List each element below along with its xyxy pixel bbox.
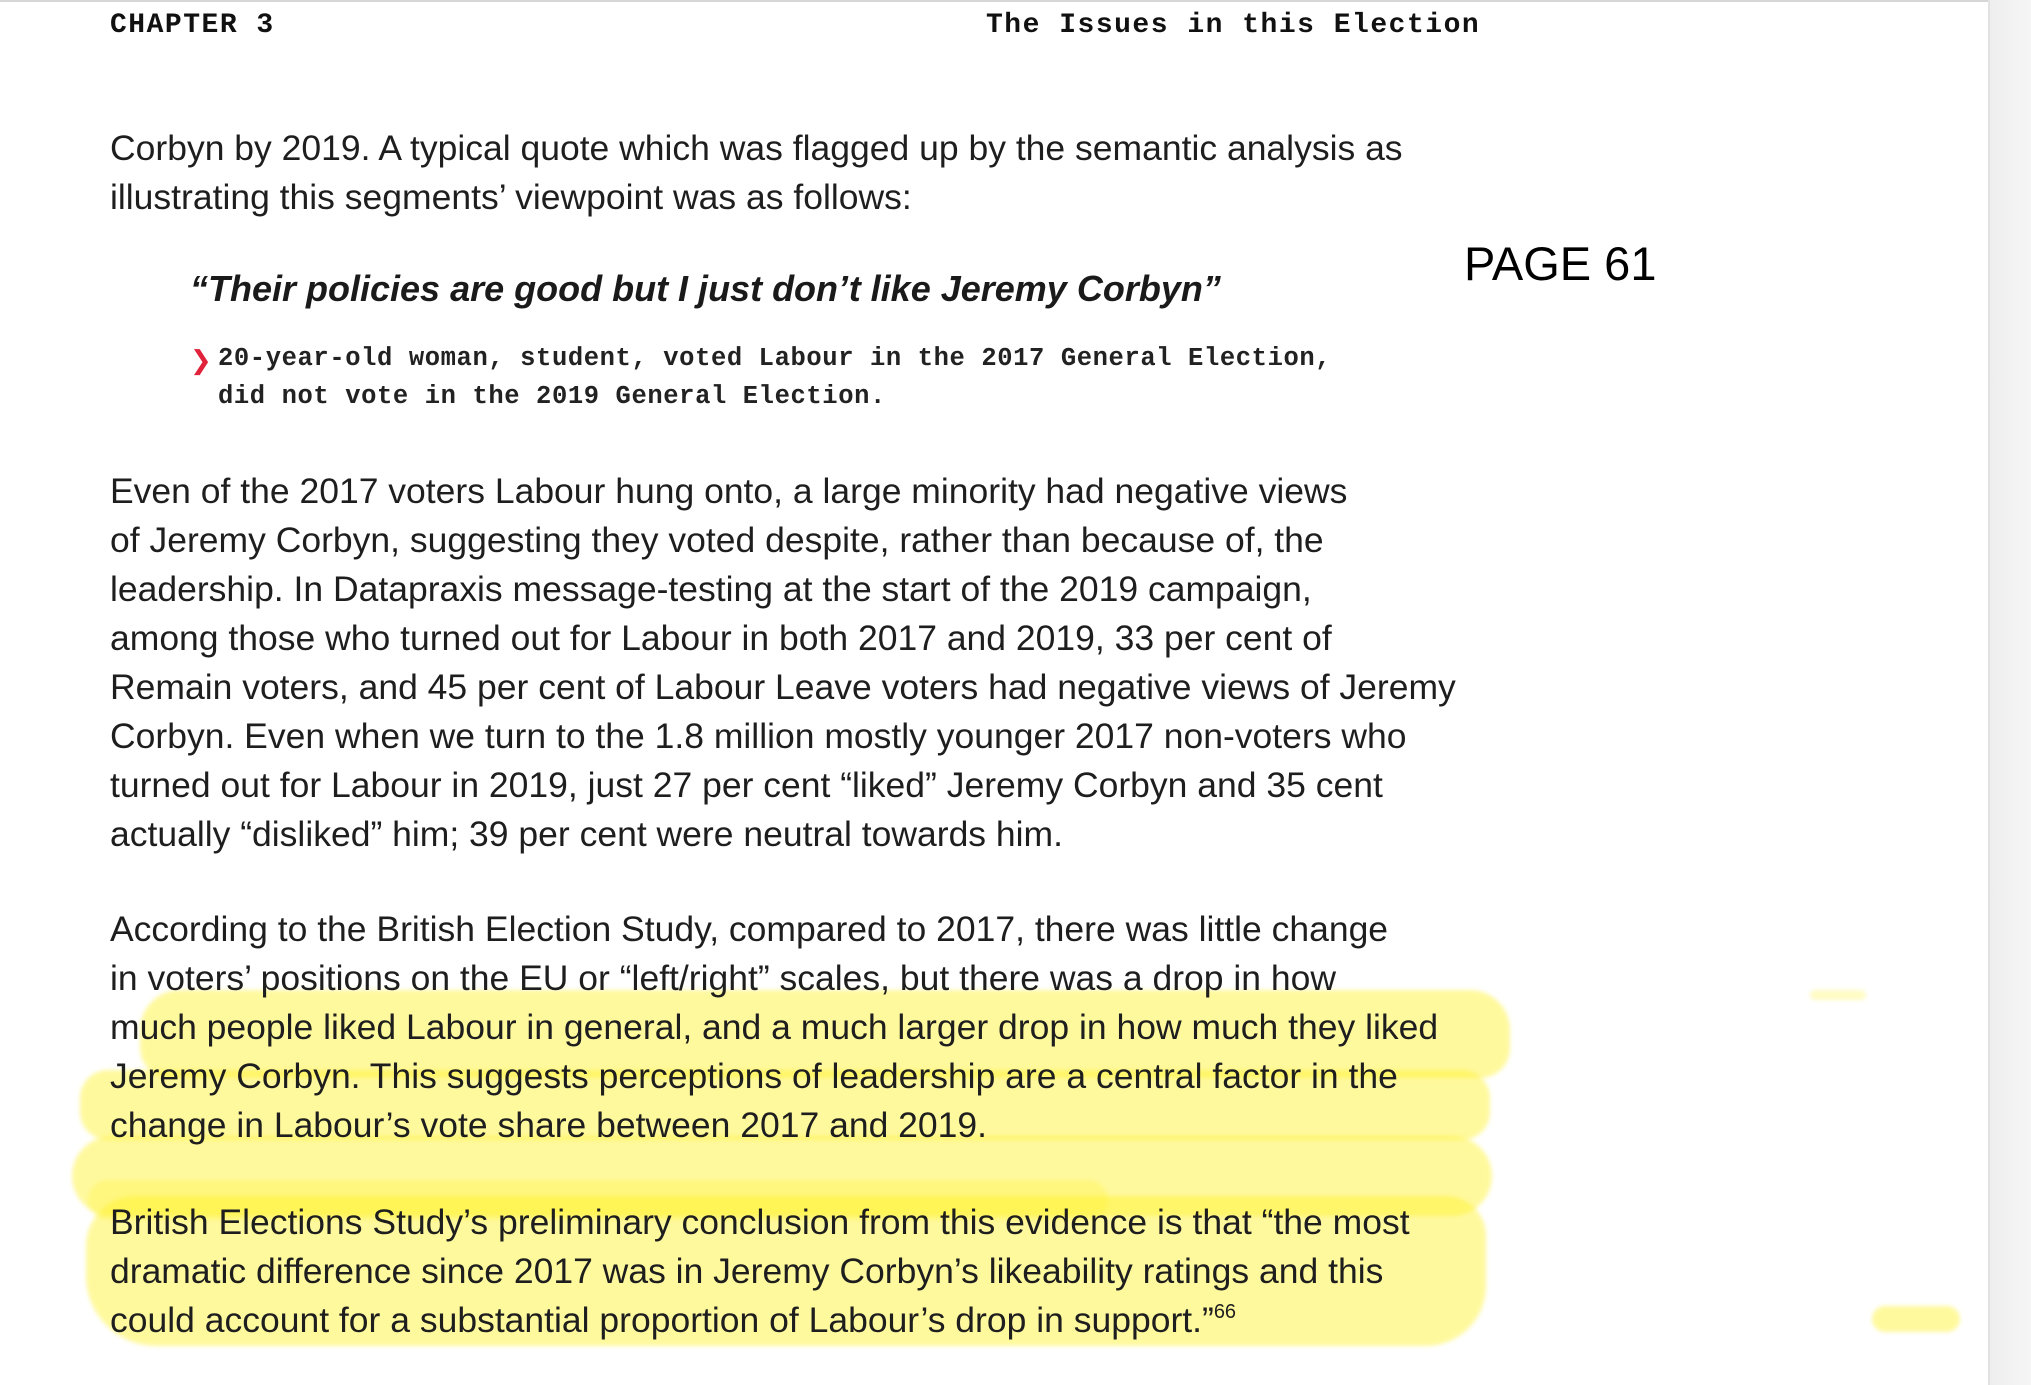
- text-line: Even of the 2017 voters Labour hung onto, a large minority had negative views: [110, 471, 1348, 511]
- text-line: turned out for Labour in 2019, just 27 per cent “liked” Jeremy Corbyn and 35 cent: [110, 765, 1383, 805]
- top-rule: [0, 0, 2031, 2]
- text-line: British Elections Study’s preliminary conclusion from this evidence is that “the most: [110, 1202, 1410, 1242]
- text-line: in voters’ positions on the EU or “left/right” scales, but there was a drop in how: [110, 958, 1336, 998]
- page-edge-strip: [1988, 0, 2031, 1385]
- text-line: change in Labour’s vote share between 2017 and 2019.: [110, 1105, 988, 1145]
- text-line: Corbyn by 2019. A typical quote which was flagged up by the semantic analysis as: [110, 128, 1403, 168]
- quote-attribution: [190, 340, 1331, 416]
- attribution-line: 20-year-old woman, student, voted Labour in the 2017 General Election,: [218, 344, 1332, 373]
- chevron-right-icon: ❯: [190, 346, 213, 376]
- section-title: The Issues in this Election: [986, 10, 1481, 41]
- pull-quote: “Their policies are good but I just don’t like Jeremy Corbyn”: [190, 268, 1221, 309]
- text-line: [110, 1296, 1410, 1345]
- text-line: According to the British Election Study, compared to 2017, there was little change: [110, 909, 1389, 949]
- footnote-marker[interactable]: 66: [1213, 1301, 1237, 1323]
- text-line: leadership. In Datapraxis message-testing at the start of the 2019 campaign,: [110, 569, 1312, 609]
- attribution-line: did not vote in the 2019 General Election.: [218, 382, 886, 411]
- highlighter-stray-mark: [1872, 1306, 1960, 1332]
- paragraph-voters: [110, 467, 1456, 859]
- text-line: dramatic difference since 2017 was in Jeremy Corbyn’s likeability ratings and this: [110, 1251, 1384, 1291]
- text-line: Corbyn. Even when we turn to the 1.8 million mostly younger 2017 non-voters who: [110, 716, 1407, 756]
- page-number-annotation: PAGE 61: [1464, 237, 1657, 290]
- paragraph-conclusion: [110, 1198, 1410, 1345]
- text-line-content: could account for a substantial proportion of Labour’s drop in support.”: [110, 1300, 1214, 1340]
- paragraph-intro: [110, 124, 1403, 222]
- text-line: actually “disliked” him; 39 per cent were neutral towards him.: [110, 814, 1063, 854]
- paragraph-bes: [110, 905, 1438, 1150]
- text-line: among those who turned out for Labour in both 2017 and 2019, 33 per cent of: [110, 618, 1332, 658]
- text-line: Jeremy Corbyn. This suggests perceptions of leadership are a central factor in the: [110, 1056, 1398, 1096]
- chapter-label: CHAPTER 3: [110, 10, 275, 41]
- text-line: of Jeremy Corbyn, suggesting they voted despite, rather than because of, the: [110, 520, 1324, 560]
- highlighter-stray-mark: [1810, 990, 1866, 1000]
- text-line: illustrating this segments’ viewpoint was as follows:: [110, 177, 912, 217]
- text-line: Remain voters, and 45 per cent of Labour Leave voters had negative views of Jeremy: [110, 667, 1456, 707]
- text-line: much people liked Labour in general, and a much larger drop in how much they liked: [110, 1007, 1439, 1047]
